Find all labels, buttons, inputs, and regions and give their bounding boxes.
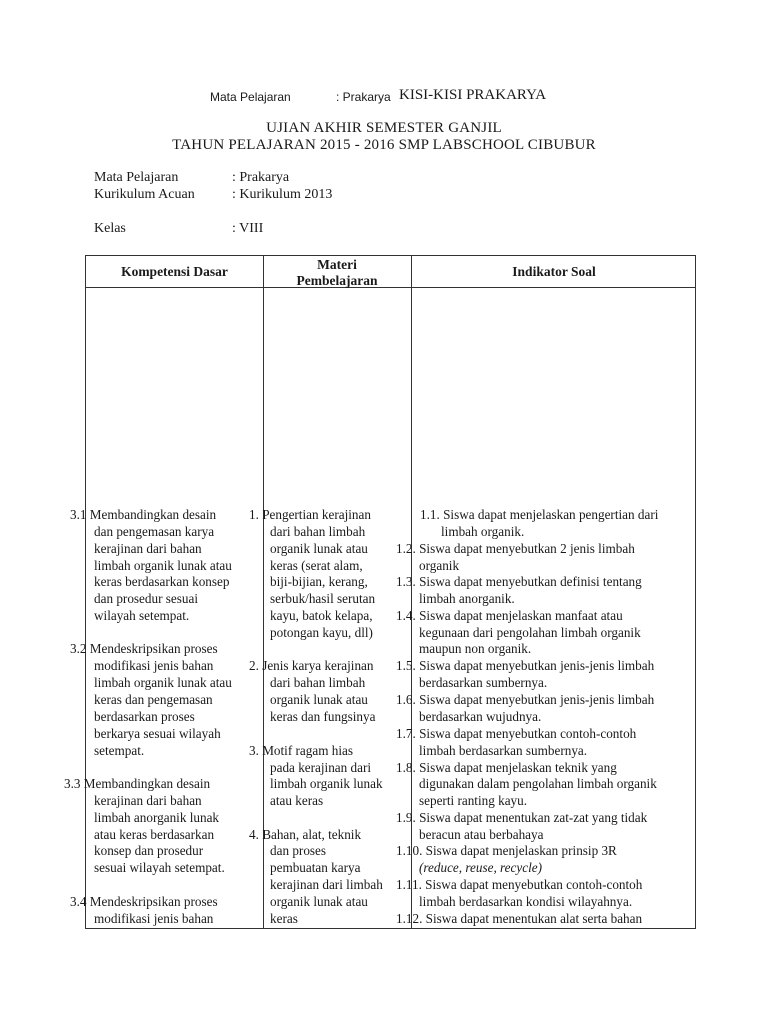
materi-line: dari bahan limbah	[270, 675, 366, 690]
kd-line: kerajinan dari bahan	[94, 793, 202, 808]
kd-line: sesuai wilayah setempat.	[94, 860, 225, 875]
kd-line: limbah organik lunak atau	[94, 558, 232, 573]
th-materi-line2: Pembelajaran	[296, 273, 378, 288]
materi-line: 4. Bahan, alat, teknik	[249, 827, 362, 842]
header-subject-value: : Prakarya	[336, 90, 391, 104]
indikator-line: kegunaan dari pengolahan limbah organik	[419, 625, 641, 640]
kd-line: konsep dan prosedur	[94, 843, 204, 858]
indikator-line: berdasarkan sumbernya.	[419, 675, 548, 690]
year-title: TAHUN PELAJARAN 2015 - 2016 SMP LABSCHOOL CIBUBUR	[172, 137, 596, 153]
indikator-line: limbah berdasarkan kondisi wilayahnya.	[419, 894, 633, 909]
column-divider	[411, 256, 412, 928]
materi-line: biji-bijian, kerang,	[270, 574, 368, 589]
kd-line: modifikasi jenis bahan	[94, 658, 214, 673]
materi-line: keras dan fungsinya	[270, 709, 376, 724]
meta-subject-value: : Prakarya	[232, 170, 290, 185]
indikator-line: 1.10. Siswa dapat menjelaskan prinsip 3R	[396, 843, 617, 858]
kd-line: keras berdasarkan konsep	[94, 574, 230, 589]
indikator-line: beracun atau berbahaya	[419, 827, 544, 842]
indikator-line: 1.7. Siswa dapat menyebutkan contoh-contoh	[396, 726, 637, 741]
indikator-line: 1.11. Siswa dapat menyebutkan contoh-contoh	[396, 877, 643, 892]
materi-line: 2. Jenis karya kerajinan	[249, 658, 374, 673]
materi-line: potongan kayu, dll)	[270, 625, 373, 640]
indikator-line: 1.12. Siswa dapat menentukan alat serta bahan	[396, 911, 643, 926]
materi-line: limbah organik lunak	[270, 776, 383, 791]
kd-line: 3.2 Mendeskripsikan proses	[70, 641, 218, 656]
kd-line: dan pengemasan karya	[94, 524, 215, 539]
kd-line: limbah anorganik lunak	[94, 810, 220, 825]
header-subject-label: Mata Pelajaran	[210, 90, 291, 104]
materi-line: dari bahan limbah	[270, 524, 366, 539]
kd-line: atau keras berdasarkan	[94, 827, 215, 842]
kd-line: 3.1 Membandingkan desain	[70, 507, 217, 522]
th-indikator-soal: Indikator Soal	[512, 264, 596, 279]
indikator-line: 1.6. Siswa dapat menyebutkan jenis-jenis limbah	[396, 692, 655, 707]
materi-line: organik lunak atau	[270, 894, 368, 909]
materi-line: 1. Pengertian kerajinan	[249, 507, 371, 522]
indikator-line: maupun non organik.	[419, 641, 532, 656]
indikator-line: limbah berdasarkan sumbernya.	[419, 743, 588, 758]
materi-line: kerajinan dari limbah	[270, 877, 383, 892]
kd-line: keras dan pengemasan	[94, 692, 213, 707]
th-materi-line1: Materi	[317, 257, 357, 272]
indikator-line: organik	[419, 558, 460, 573]
indikator-line: 1.9. Siswa dapat menentukan zat-zat yang tidak	[396, 810, 648, 825]
indikator-line: limbah organik.	[441, 524, 525, 539]
indikator-line: digunakan dalam pengolahan limbah organik	[419, 776, 657, 791]
indikator-line: (reduce, reuse, recycle)	[419, 860, 543, 875]
materi-line: kayu, batok kelapa,	[270, 608, 373, 623]
meta-class-value: : VIII	[232, 221, 264, 236]
materi-line: atau keras	[270, 793, 324, 808]
materi-line: keras	[270, 911, 298, 926]
indikator-line: berdasarkan wujudnya.	[419, 709, 542, 724]
materi-line: serbuk/hasil serutan	[270, 591, 376, 606]
kd-line: berkarya sesuai wilayah	[94, 726, 221, 741]
kd-line: 3.3 Membandingkan desain	[64, 776, 211, 791]
kd-line: setempat.	[94, 743, 145, 758]
kd-line: limbah organik lunak atau	[94, 675, 232, 690]
meta-class-label: Kelas	[94, 221, 126, 236]
indikator-line: seperti ranting kayu.	[419, 793, 528, 808]
kd-line: kerajinan dari bahan	[94, 541, 202, 556]
materi-line: pembuatan karya	[270, 860, 361, 875]
kd-line: dan prosedur sesuai	[94, 591, 199, 606]
th-kompetensi-dasar: Kompetensi Dasar	[121, 264, 228, 279]
meta-subject-label: Mata Pelajaran	[94, 170, 179, 185]
kd-line: modifikasi jenis bahan	[94, 911, 214, 926]
materi-line: dan proses	[270, 843, 327, 858]
materi-line: organik lunak atau	[270, 541, 368, 556]
indikator-line: 1.2. Siswa dapat menyebutkan 2 jenis limbah	[396, 541, 635, 556]
indikator-line: 1.1. Siswa dapat menjelaskan pengertian dari	[420, 507, 659, 522]
indikator-line: 1.3. Siswa dapat menyebutkan definisi tentang	[396, 574, 642, 589]
meta-curriculum-label: Kurikulum Acuan	[94, 187, 195, 202]
indikator-line: 1.4. Siswa dapat menjelaskan manfaat atau	[396, 608, 623, 623]
materi-line: organik lunak atau	[270, 692, 368, 707]
indikator-line: 1.5. Siswa dapat menyebutkan jenis-jenis limbah	[396, 658, 655, 673]
materi-line: pada kerajinan dari	[270, 760, 372, 775]
kd-line: 3.4 Mendeskripsikan proses	[70, 894, 218, 909]
indikator-line: 1.8. Siswa dapat menjelaskan teknik yang	[396, 760, 617, 775]
exam-title: UJIAN AKHIR SEMESTER GANJIL	[266, 120, 502, 136]
kd-line: berdasarkan proses	[94, 709, 195, 724]
materi-line: keras (serat alam,	[270, 558, 363, 573]
materi-line: 3. Motif ragam hias	[249, 743, 354, 758]
indikator-line: limbah anorganik.	[419, 591, 515, 606]
doc-title: KISI-KISI PRAKARYA	[399, 87, 547, 103]
meta-curriculum-value: : Kurikulum 2013	[232, 187, 333, 202]
kd-line: wilayah setempat.	[94, 608, 190, 623]
